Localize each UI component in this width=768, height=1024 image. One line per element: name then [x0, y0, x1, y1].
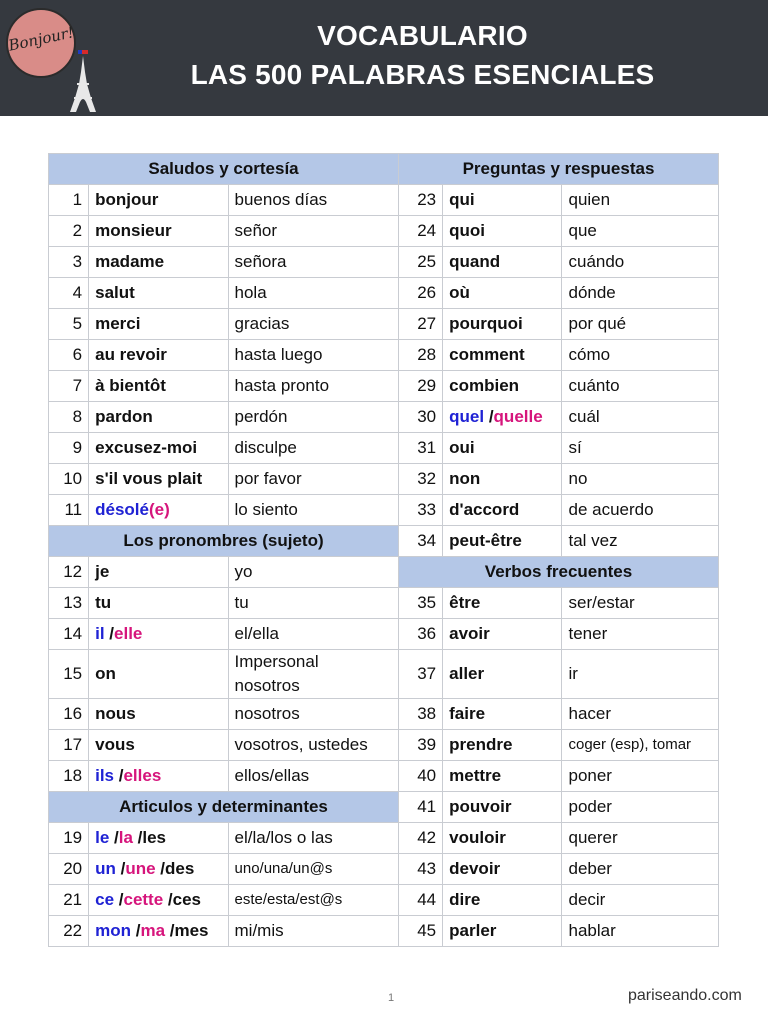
french-word: à bientôt [89, 371, 228, 402]
word-separator: / [114, 766, 124, 785]
french-word: faire [443, 699, 562, 730]
spanish-meaning: hablar [562, 916, 719, 947]
item-number: 10 [49, 464, 89, 495]
french-word: salut [89, 278, 228, 309]
feminine-ending: (e) [148, 500, 170, 519]
table-row [49, 247, 719, 278]
item-number: 17 [49, 730, 89, 761]
table-row [49, 823, 719, 854]
item-number: 38 [399, 699, 443, 730]
french-word [89, 854, 228, 885]
item-number: 45 [399, 916, 443, 947]
spanish-meaning: señor [228, 216, 399, 247]
masculine-form: mon [95, 921, 131, 940]
french-word: pouvoir [443, 792, 562, 823]
spanish-meaning: de acuerdo [562, 495, 719, 526]
table-row [49, 792, 719, 823]
french-word [443, 402, 562, 433]
french-word: qui [443, 185, 562, 216]
item-number: 5 [49, 309, 89, 340]
table-row [49, 916, 719, 947]
word-separator: / [484, 407, 494, 426]
item-number: 37 [399, 650, 443, 699]
french-word: comment [443, 340, 562, 371]
spanish-meaning [228, 650, 399, 699]
french-word [89, 495, 228, 526]
section-header: Saludos y cortesía [49, 154, 399, 185]
french-word: peut-être [443, 526, 562, 557]
bonjour-logo [6, 8, 76, 78]
item-number: 1 [49, 185, 89, 216]
table-row [49, 650, 719, 699]
spanish-meaning: hasta luego [228, 340, 399, 371]
french-word: parler [443, 916, 562, 947]
section-header: Articulos y determinantes [49, 792, 399, 823]
spanish-meaning: hola [228, 278, 399, 309]
spanish-meaning: deber [562, 854, 719, 885]
feminine-form: elles [123, 766, 162, 785]
spanish-meaning: por qué [562, 309, 719, 340]
feminine-form: ma [140, 921, 166, 940]
table-row [49, 495, 719, 526]
item-number: 31 [399, 433, 443, 464]
french-word: vous [89, 730, 228, 761]
item-number: 22 [49, 916, 89, 947]
table-row [49, 619, 719, 650]
item-number: 44 [399, 885, 443, 916]
table-row [49, 730, 719, 761]
spanish-meaning: hasta pronto [228, 371, 399, 402]
item-number: 6 [49, 340, 89, 371]
french-word: où [443, 278, 562, 309]
section-header: Los pronombres (sujeto) [49, 526, 399, 557]
spanish-meaning: mi/mis [228, 916, 399, 947]
french-word: non [443, 464, 562, 495]
spanish-meaning: cuál [562, 402, 719, 433]
item-number: 20 [49, 854, 89, 885]
spanish-meaning: por favor [228, 464, 399, 495]
meaning-line: nosotros [234, 676, 300, 695]
spanish-meaning: cuánto [562, 371, 719, 402]
french-word: monsieur [89, 216, 228, 247]
feminine-form: cette [123, 890, 164, 909]
french-word: prendre [443, 730, 562, 761]
french-word: mettre [443, 761, 562, 792]
french-word: combien [443, 371, 562, 402]
word-separator: / [104, 624, 115, 643]
spanish-meaning: este/esta/est@s [228, 885, 399, 916]
table-row [49, 309, 719, 340]
table-row [49, 371, 719, 402]
french-word: vouloir [443, 823, 562, 854]
french-word: madame [89, 247, 228, 278]
header-banner [0, 0, 768, 116]
french-word [89, 619, 228, 650]
spanish-meaning: no [562, 464, 719, 495]
spanish-meaning: tal vez [562, 526, 719, 557]
table-row [49, 885, 719, 916]
french-word: on [89, 650, 228, 699]
french-word: pourquoi [443, 309, 562, 340]
word-separator: / [131, 921, 141, 940]
plural-form: /les [132, 828, 167, 847]
spanish-meaning: señora [228, 247, 399, 278]
item-number: 9 [49, 433, 89, 464]
item-number: 21 [49, 885, 89, 916]
french-word: quoi [443, 216, 562, 247]
french-word: bonjour [89, 185, 228, 216]
spanish-meaning: buenos días [228, 185, 399, 216]
table-row [49, 216, 719, 247]
spanish-meaning: sí [562, 433, 719, 464]
item-number: 28 [399, 340, 443, 371]
french-word: être [443, 588, 562, 619]
spanish-meaning: cuándo [562, 247, 719, 278]
spanish-meaning: el/ella [228, 619, 399, 650]
page-title-line1: VOCABULARIO [317, 20, 528, 51]
masculine-form: ils [95, 766, 115, 785]
masculine-form: un [95, 859, 116, 878]
word-separator: / [114, 890, 124, 909]
spanish-meaning: coger (esp), tomar [562, 730, 719, 761]
item-number: 29 [399, 371, 443, 402]
french-word: devoir [443, 854, 562, 885]
french-word: pardon [89, 402, 228, 433]
item-number: 30 [399, 402, 443, 433]
spanish-meaning: disculpe [228, 433, 399, 464]
table-row [49, 464, 719, 495]
spanish-meaning: ellos/ellas [228, 761, 399, 792]
spanish-meaning: ser/estar [562, 588, 719, 619]
spanish-meaning: el/la/los o las [228, 823, 399, 854]
plural-form: /mes [165, 921, 209, 940]
item-number: 25 [399, 247, 443, 278]
table-row [49, 433, 719, 464]
spanish-meaning: poder [562, 792, 719, 823]
item-number: 18 [49, 761, 89, 792]
french-word: quand [443, 247, 562, 278]
page-number: 1 [388, 992, 395, 1004]
item-number: 24 [399, 216, 443, 247]
french-word: d'accord [443, 495, 562, 526]
page-title-line2: LAS 500 PALABRAS ESENCIALES [190, 59, 655, 90]
spanish-meaning: cómo [562, 340, 719, 371]
french-word: tu [89, 588, 228, 619]
section-header: Preguntas y respuestas [399, 154, 719, 185]
plural-form: /des [155, 859, 195, 878]
item-number: 4 [49, 278, 89, 309]
spanish-meaning: hacer [562, 699, 719, 730]
item-number: 36 [399, 619, 443, 650]
spanish-meaning: gracias [228, 309, 399, 340]
table-row [49, 588, 719, 619]
table-row [49, 526, 719, 557]
french-word: excusez-moi [89, 433, 228, 464]
item-number: 12 [49, 557, 89, 588]
masculine-form: désolé [95, 500, 149, 519]
feminine-form: elle [114, 624, 143, 643]
spanish-meaning: querer [562, 823, 719, 854]
word-separator: / [109, 828, 119, 847]
spanish-meaning: dónde [562, 278, 719, 309]
spanish-meaning: yo [228, 557, 399, 588]
item-number: 27 [399, 309, 443, 340]
item-number: 19 [49, 823, 89, 854]
french-word [89, 823, 228, 854]
item-number: 40 [399, 761, 443, 792]
french-word: nous [89, 699, 228, 730]
masculine-form: le [95, 828, 110, 847]
item-number: 14 [49, 619, 89, 650]
french-word: aller [443, 650, 562, 699]
masculine-form: il [95, 624, 105, 643]
item-number: 11 [49, 495, 89, 526]
section-header-row [49, 154, 719, 185]
item-number: 33 [399, 495, 443, 526]
french-word [89, 761, 228, 792]
spanish-meaning: uno/una/un@s [228, 854, 399, 885]
item-number: 23 [399, 185, 443, 216]
table-row [49, 699, 719, 730]
item-number: 26 [399, 278, 443, 309]
table-row [49, 761, 719, 792]
french-word [89, 916, 228, 947]
french-word: au revoir [89, 340, 228, 371]
spanish-meaning: nosotros [228, 699, 399, 730]
section-header: Verbos frecuentes [399, 557, 719, 588]
eiffel-tower-icon [68, 50, 98, 112]
french-word: s'il vous plait [89, 464, 228, 495]
item-number: 16 [49, 699, 89, 730]
item-number: 7 [49, 371, 89, 402]
french-word [89, 885, 228, 916]
item-number: 41 [399, 792, 443, 823]
item-number: 8 [49, 402, 89, 433]
logo-text: Bonjour! [6, 23, 76, 55]
french-word: dire [443, 885, 562, 916]
feminine-form: quelle [493, 407, 543, 426]
item-number: 3 [49, 247, 89, 278]
spanish-meaning: lo siento [228, 495, 399, 526]
table-row [49, 557, 719, 588]
spanish-meaning: perdón [228, 402, 399, 433]
item-number: 32 [399, 464, 443, 495]
item-number: 39 [399, 730, 443, 761]
feminine-form: une [125, 859, 156, 878]
item-number: 2 [49, 216, 89, 247]
feminine-form: la [118, 828, 133, 847]
item-number: 35 [399, 588, 443, 619]
table-row [49, 854, 719, 885]
item-number: 43 [399, 854, 443, 885]
table-row [49, 278, 719, 309]
vocabulary-table [48, 153, 719, 947]
plural-form: /ces [163, 890, 201, 909]
table-row [49, 402, 719, 433]
table-row [49, 340, 719, 371]
french-word: avoir [443, 619, 562, 650]
masculine-form: quel [449, 407, 485, 426]
french-word: je [89, 557, 228, 588]
spanish-meaning: poner [562, 761, 719, 792]
item-number: 42 [399, 823, 443, 854]
meaning-line: Impersonal [234, 652, 319, 671]
spanish-meaning: tener [562, 619, 719, 650]
spanish-meaning: quien [562, 185, 719, 216]
item-number: 13 [49, 588, 89, 619]
table-row [49, 185, 719, 216]
spanish-meaning: tu [228, 588, 399, 619]
item-number: 15 [49, 650, 89, 699]
word-separator: / [115, 859, 126, 878]
spanish-meaning: ir [562, 650, 719, 699]
french-word: merci [89, 309, 228, 340]
item-number: 34 [399, 526, 443, 557]
spanish-meaning: vosotros, ustedes [228, 730, 399, 761]
site-url: pariseando.com [628, 987, 742, 1004]
masculine-form: ce [95, 890, 115, 909]
spanish-meaning: que [562, 216, 719, 247]
french-word: oui [443, 433, 562, 464]
spanish-meaning: decir [562, 885, 719, 916]
